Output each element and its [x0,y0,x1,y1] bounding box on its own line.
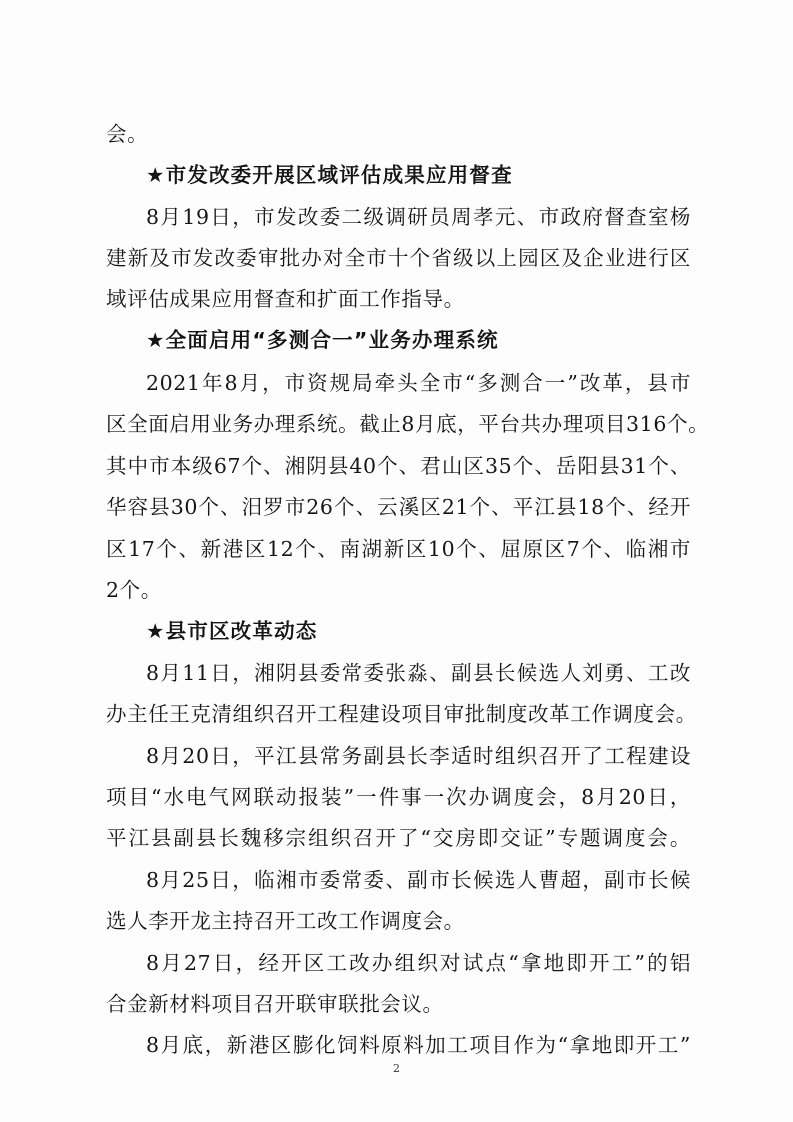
text-line: 其中市本级67个、湘阴县40个、君山区35个、岳阳县31个、 [106,454,691,478]
text-line: 区17个、新港区12个、南湖新区10个、屈原区7个、临湘市 [106,537,691,561]
text-line: 8月底，新港区膨化饲料原料加工项目作为“拿地即开工” [146,1033,691,1057]
section-heading: ★全面启用“多测合一”业务办理系统 [146,328,499,352]
text-line: 项目“水电气网联动报装”一件事一次办调度会，8月20日， [106,785,691,809]
text-line: 华容县30个、汨罗市26个、云溪区21个、平江县18个、经开 [106,495,691,519]
text-line: 办主任王克清组织召开工程建设项目审批制度改革工作调度会。 [106,702,697,726]
text-line: 域评估成果应用督查和扩面工作指导。 [106,287,465,311]
text-line: 8月27日，经开区工改办组织对试点“拿地即开工”的铝 [146,951,691,975]
text-line: 2021年8月，市资规局牵头全市“多测合一”改革，县市 [146,371,691,395]
text-line: 区全面启用业务办理系统。截止8月底，平台共办理项目316个。 [106,412,710,436]
text-line: 平江县副县长魏移宗组织召开了“交房即交证”专题调度会。 [106,826,691,850]
text-line: 8月20日，平江县常务副县长李适时组织召开了工程建设 [146,744,691,768]
text-line: 会。 [106,122,149,146]
text-line: 建新及市发改委审批办对全市十个省级以上园区及企业进行区 [106,246,691,270]
text-line: 2个。 [106,578,162,602]
text-line: 8月19日，市发改委二级调研员周孝元、市政府督查室杨 [146,205,691,229]
page-number: 2 [393,1062,400,1075]
section-heading: ★县市区改革动态 [146,619,318,643]
text-line: 合金新材料项目召开联审联批会议。 [106,992,444,1016]
section-heading: ★市发改委开展区域评估成果应用督查 [146,163,513,187]
text-line: 选人李开龙主持召开工改工作调度会。 [106,909,465,933]
text-line: 8月11日，湘阴县委常委张淼、副县长候选人刘勇、工改 [146,661,691,685]
text-line: 8月25日，临湘市委常委、副市长候选人曹超，副市长候 [146,868,691,892]
